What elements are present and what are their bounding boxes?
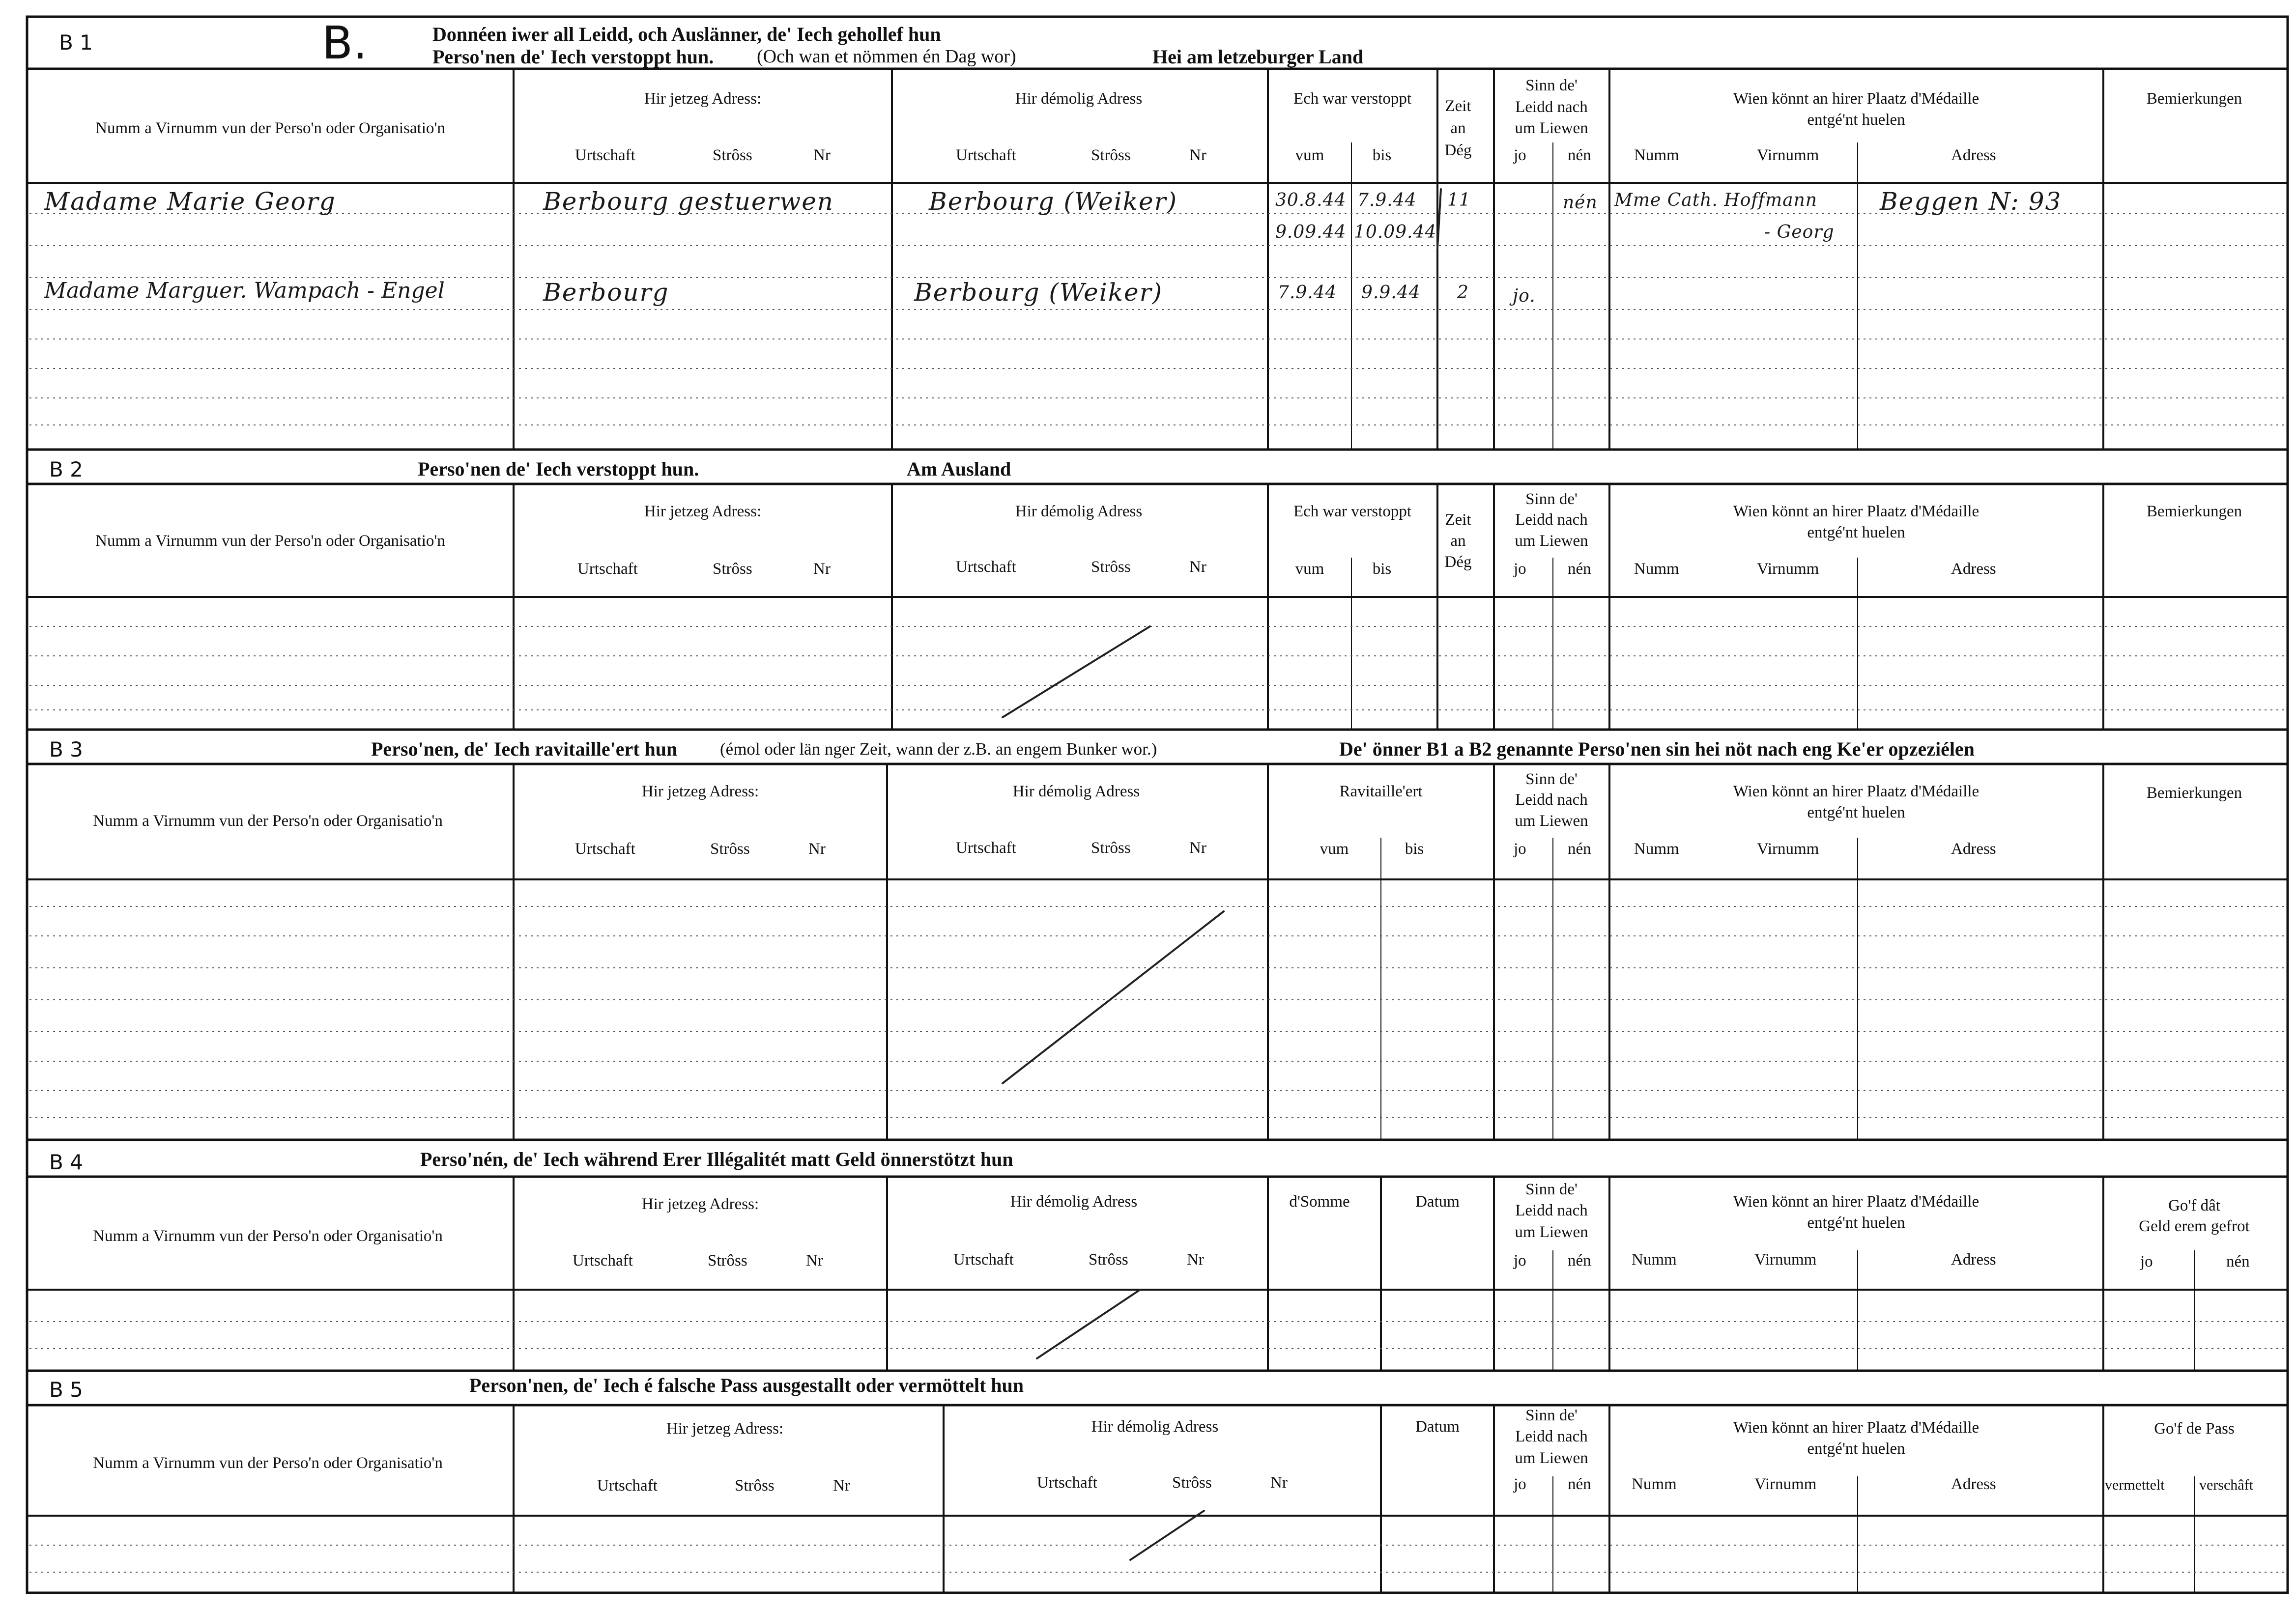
col-jo: jo bbox=[1514, 146, 1526, 164]
b1-entry-vum: 7.9.44 bbox=[1278, 282, 1337, 303]
col-datum: Datum bbox=[1415, 1418, 1460, 1436]
col-virnumm: Virnumm bbox=[1757, 146, 1819, 164]
col-name: Numm a Virnumm vun der Perso'n oder Organisatio'n bbox=[93, 812, 443, 830]
b1-entry-nen: nén bbox=[1563, 193, 1598, 213]
col-current-address: Hir jetzeg Adress: bbox=[644, 503, 762, 520]
b1-code: B 1 bbox=[59, 30, 93, 55]
col-zeit: Zeit bbox=[1445, 511, 1471, 529]
b1-entry-bis: 10.09.44 bbox=[1354, 222, 1437, 242]
col-urtschaft: Urtschaft bbox=[575, 146, 635, 164]
col-ravitailleert: Ravitaille'ert bbox=[1339, 783, 1423, 800]
col-geld: Go'f dât bbox=[2168, 1197, 2220, 1214]
col-virnumm: Virnumm bbox=[1754, 1475, 1817, 1493]
col-nr: Nr bbox=[1189, 146, 1206, 164]
col-verschaft: verschâft bbox=[2199, 1477, 2253, 1493]
col-hidden: Ech war verstoppt bbox=[1293, 90, 1412, 108]
strike-b5 bbox=[1130, 1511, 1204, 1560]
col-nr: Nr bbox=[1189, 558, 1206, 576]
col-bis: bis bbox=[1372, 146, 1392, 164]
col-former-address: Hir démolig Adress bbox=[1012, 783, 1140, 800]
col-somme: d'Somme bbox=[1289, 1193, 1350, 1211]
col-medal: Wien könnt an hirer Plaatz d'Médaille bbox=[1733, 503, 1980, 520]
col-sinn: Sinn de' bbox=[1525, 770, 1578, 788]
b1-entry-bis: 7.9.44 bbox=[1357, 190, 1417, 210]
col-stross: Strôss bbox=[1172, 1474, 1212, 1492]
b1-entry-current: Berbourg bbox=[543, 278, 669, 307]
col-sinn: Leidd nach bbox=[1515, 98, 1588, 116]
b3-code: B 3 bbox=[49, 737, 83, 762]
b3-title-note: (émol oder län nger Zeit, wann der z.B. an engem Bunker wor.) bbox=[720, 739, 1157, 759]
col-medal: entgé'nt huelen bbox=[1807, 1440, 1905, 1458]
col-urtschaft: Urtschaft bbox=[1037, 1474, 1097, 1492]
b1-entry-name: Madame Marguer. Wampach - Engel bbox=[44, 278, 445, 303]
col-bis: bis bbox=[1372, 560, 1392, 578]
col-nr: Nr bbox=[833, 1477, 850, 1495]
strike-b4 bbox=[1037, 1290, 1140, 1358]
col-nen: nén bbox=[1568, 560, 1591, 578]
b3-title-right: De' önner B1 a B2 genannte Perso'nen sin hei nöt nach eng Ke'er opzeziélen bbox=[1339, 738, 1975, 760]
col-jo: jo bbox=[2140, 1253, 2153, 1270]
b2-title-right: Am Ausland bbox=[907, 458, 1011, 480]
b1-entry-medal-address: Beggen N: 93 bbox=[1880, 187, 2062, 216]
col-zeit: an bbox=[1450, 532, 1466, 550]
col-sinn: um Liewen bbox=[1515, 119, 1588, 137]
col-sinn: um Liewen bbox=[1515, 532, 1588, 550]
b2-title: Perso'nen de' Iech verstoppt hun. bbox=[418, 458, 699, 480]
col-adress: Adress bbox=[1951, 146, 1996, 164]
col-stross: Strôss bbox=[735, 1477, 775, 1495]
col-medal: entgé'nt huelen bbox=[1807, 524, 1905, 541]
col-name: Numm a Virnumm vun der Perso'n oder Organisatio'n bbox=[93, 1454, 443, 1472]
col-sinn: Sinn de' bbox=[1525, 77, 1578, 94]
col-stross: Strôss bbox=[708, 1252, 747, 1270]
col-urtschaft: Urtschaft bbox=[577, 560, 638, 578]
col-urtschaft: Urtschaft bbox=[597, 1477, 658, 1495]
b2-code: B 2 bbox=[49, 457, 83, 481]
b1-entry-jo: jo. bbox=[1513, 286, 1536, 306]
col-sinn: Leidd nach bbox=[1515, 1428, 1588, 1445]
col-adress: Adress bbox=[1951, 840, 1996, 858]
col-nen: nén bbox=[1568, 1252, 1591, 1270]
col-sinn: Leidd nach bbox=[1515, 511, 1588, 529]
col-nr: Nr bbox=[813, 560, 831, 578]
col-stross: Strôss bbox=[710, 840, 750, 858]
col-zeit: Dég bbox=[1444, 141, 1472, 159]
b1-entry-former: Berbourg (Weiker) bbox=[929, 187, 1178, 216]
col-zeit: an bbox=[1450, 119, 1466, 137]
b5-code: B 5 bbox=[49, 1378, 83, 1402]
col-stross: Strôss bbox=[1091, 146, 1131, 164]
col-former-address: Hir démolig Adress bbox=[1015, 90, 1143, 108]
col-nr: Nr bbox=[806, 1252, 823, 1270]
b1-entry-medal-name: Mme Cath. Hoffmann bbox=[1614, 190, 1817, 210]
col-sinn: Sinn de' bbox=[1525, 490, 1578, 508]
col-numm: Numm bbox=[1632, 1475, 1677, 1493]
col-nr: Nr bbox=[808, 840, 826, 858]
b1-entry-vum: 9.09.44 bbox=[1275, 222, 1347, 242]
b1-entry-name: Madame Marie Georg bbox=[44, 187, 336, 216]
col-nr: Nr bbox=[1189, 839, 1206, 857]
col-former-address: Hir démolig Adress bbox=[1091, 1418, 1219, 1436]
col-bemierkungen: Bemierkungen bbox=[2146, 503, 2242, 520]
col-vermettelt: vermettelt bbox=[2105, 1477, 2165, 1493]
col-urtschaft: Urtschaft bbox=[953, 1251, 1014, 1269]
b1-title-right: Hei am letzeburger Land bbox=[1152, 46, 1364, 68]
col-adress: Adress bbox=[1951, 560, 1996, 578]
col-sinn: um Liewen bbox=[1515, 1449, 1588, 1467]
b1-entry-current: Berbourg gestuerwen bbox=[543, 187, 834, 216]
col-jo: jo bbox=[1514, 840, 1526, 858]
col-nen: nén bbox=[1568, 146, 1591, 164]
col-stross: Strôss bbox=[713, 560, 752, 578]
col-jo: jo bbox=[1514, 1252, 1526, 1270]
col-urtschaft: Urtschaft bbox=[956, 146, 1016, 164]
b1-entry-vum: 30.8.44 bbox=[1275, 190, 1347, 210]
col-zeit: Zeit bbox=[1445, 97, 1471, 115]
col-current-address: Hir jetzeg Adress: bbox=[641, 783, 759, 800]
col-sinn: um Liewen bbox=[1515, 812, 1588, 830]
col-adress: Adress bbox=[1951, 1251, 1996, 1269]
col-name: Numm a Virnumm vun der Perso'n oder Organisatio'n bbox=[95, 532, 445, 550]
col-nr: Nr bbox=[1187, 1251, 1204, 1269]
col-stross: Strôss bbox=[713, 146, 752, 164]
col-medal: entgé'nt huelen bbox=[1807, 1214, 1905, 1232]
col-stross: Strôss bbox=[1091, 558, 1131, 576]
col-former-address: Hir démolig Adress bbox=[1015, 503, 1143, 520]
col-virnumm: Virnumm bbox=[1757, 560, 1819, 578]
col-nen: nén bbox=[1568, 1475, 1591, 1493]
col-zeit: Dég bbox=[1444, 553, 1472, 571]
col-medal: Wien könnt an hirer Plaatz d'Médaille bbox=[1733, 1193, 1980, 1211]
col-stross: Strôss bbox=[1091, 839, 1131, 857]
b1-title-note: (Och wan et nömmen én Dag wor) bbox=[757, 46, 1016, 67]
b1-entry-medal-name: - Georg bbox=[1764, 222, 1835, 242]
col-numm: Numm bbox=[1632, 1251, 1677, 1269]
col-pass: Go'f de Pass bbox=[2154, 1420, 2235, 1438]
strike-b3 bbox=[1003, 911, 1224, 1083]
col-datum: Datum bbox=[1415, 1193, 1460, 1211]
col-jo: jo bbox=[1514, 1475, 1526, 1493]
col-former-address: Hir démolig Adress bbox=[1010, 1193, 1138, 1211]
col-bis: bis bbox=[1405, 840, 1424, 858]
col-stross: Strôss bbox=[1089, 1251, 1128, 1269]
b1-title-line2: Perso'nen de' Iech verstoppt hun. bbox=[432, 46, 714, 68]
col-medal: Wien könnt an hirer Plaatz d'Médaille bbox=[1733, 783, 1980, 800]
col-medal: entgé'nt huelen bbox=[1807, 804, 1905, 821]
col-hidden: Ech war verstoppt bbox=[1293, 503, 1412, 520]
col-bemierkungen: Bemierkungen bbox=[2146, 90, 2242, 108]
col-medal: Wien könnt an hirer Plaatz d'Médaille bbox=[1733, 1419, 1980, 1437]
col-urtschaft: Urtschaft bbox=[956, 558, 1016, 576]
col-jo: jo bbox=[1514, 560, 1526, 578]
col-urtschaft: Urtschaft bbox=[575, 840, 635, 858]
col-numm: Numm bbox=[1634, 560, 1679, 578]
col-virnumm: Virnumm bbox=[1754, 1251, 1817, 1269]
col-sinn: Leidd nach bbox=[1515, 791, 1588, 809]
col-name: Numm a Virnumm vun der Perso'n oder Organisatio'n bbox=[93, 1227, 443, 1245]
b1-entry-zeit: 2 bbox=[1457, 282, 1469, 303]
b4-title: Perso'nén, de' Iech während Erer Illégalitét matt Geld önnerstötzt hun bbox=[420, 1148, 1013, 1170]
b1-entry-bis: 9.9.44 bbox=[1361, 282, 1421, 303]
col-nen: nén bbox=[1568, 840, 1591, 858]
col-sinn: Sinn de' bbox=[1525, 1181, 1578, 1198]
col-adress: Adress bbox=[1951, 1475, 1996, 1493]
b5-title: Person'nen, de' Iech é falsche Pass ausgestallt oder vermöttelt hun bbox=[469, 1374, 1024, 1396]
col-nen: nén bbox=[2226, 1253, 2250, 1270]
col-nr: Nr bbox=[813, 146, 831, 164]
col-current-address: Hir jetzeg Adress: bbox=[666, 1420, 784, 1438]
col-urtschaft: Urtschaft bbox=[573, 1252, 633, 1270]
col-geld: Geld erem gefrot bbox=[2139, 1217, 2250, 1235]
col-medal: entgé'nt huelen bbox=[1807, 111, 1905, 129]
col-bemierkungen: Bemierkungen bbox=[2146, 784, 2242, 802]
col-numm: Numm bbox=[1634, 146, 1679, 164]
col-vum: vum bbox=[1295, 146, 1324, 164]
col-sinn: um Liewen bbox=[1515, 1223, 1588, 1241]
b1-title-line1: Donnéen iwer all Leidd, och Auslänner, de' Iech gehollef hun bbox=[432, 23, 941, 45]
col-vum: vum bbox=[1295, 560, 1324, 578]
col-current-address: Hir jetzeg Adress: bbox=[644, 90, 762, 108]
b1-entry-former: Berbourg (Weiker) bbox=[914, 278, 1163, 307]
col-urtschaft: Urtschaft bbox=[956, 839, 1016, 857]
b4-code: B 4 bbox=[49, 1150, 83, 1174]
col-medal: Wien könnt an hirer Plaatz d'Médaille bbox=[1733, 90, 1980, 108]
col-current-address: Hir jetzeg Adress: bbox=[641, 1195, 759, 1213]
b1-entry-zeit: 11 bbox=[1447, 190, 1471, 210]
col-sinn: Sinn de' bbox=[1525, 1407, 1578, 1424]
strike-b2 bbox=[1003, 626, 1150, 717]
col-vum: vum bbox=[1320, 840, 1349, 858]
col-name: Numm a Virnumm vun der Perso'n oder Organisatio'n bbox=[95, 119, 445, 137]
col-numm: Numm bbox=[1634, 840, 1679, 858]
col-virnumm: Virnumm bbox=[1757, 840, 1819, 858]
col-sinn: Leidd nach bbox=[1515, 1202, 1588, 1219]
col-nr: Nr bbox=[1270, 1474, 1288, 1492]
b1-letter: B. bbox=[322, 17, 368, 69]
b3-title: Perso'nen, de' Iech ravitaille'ert hun bbox=[371, 738, 678, 760]
